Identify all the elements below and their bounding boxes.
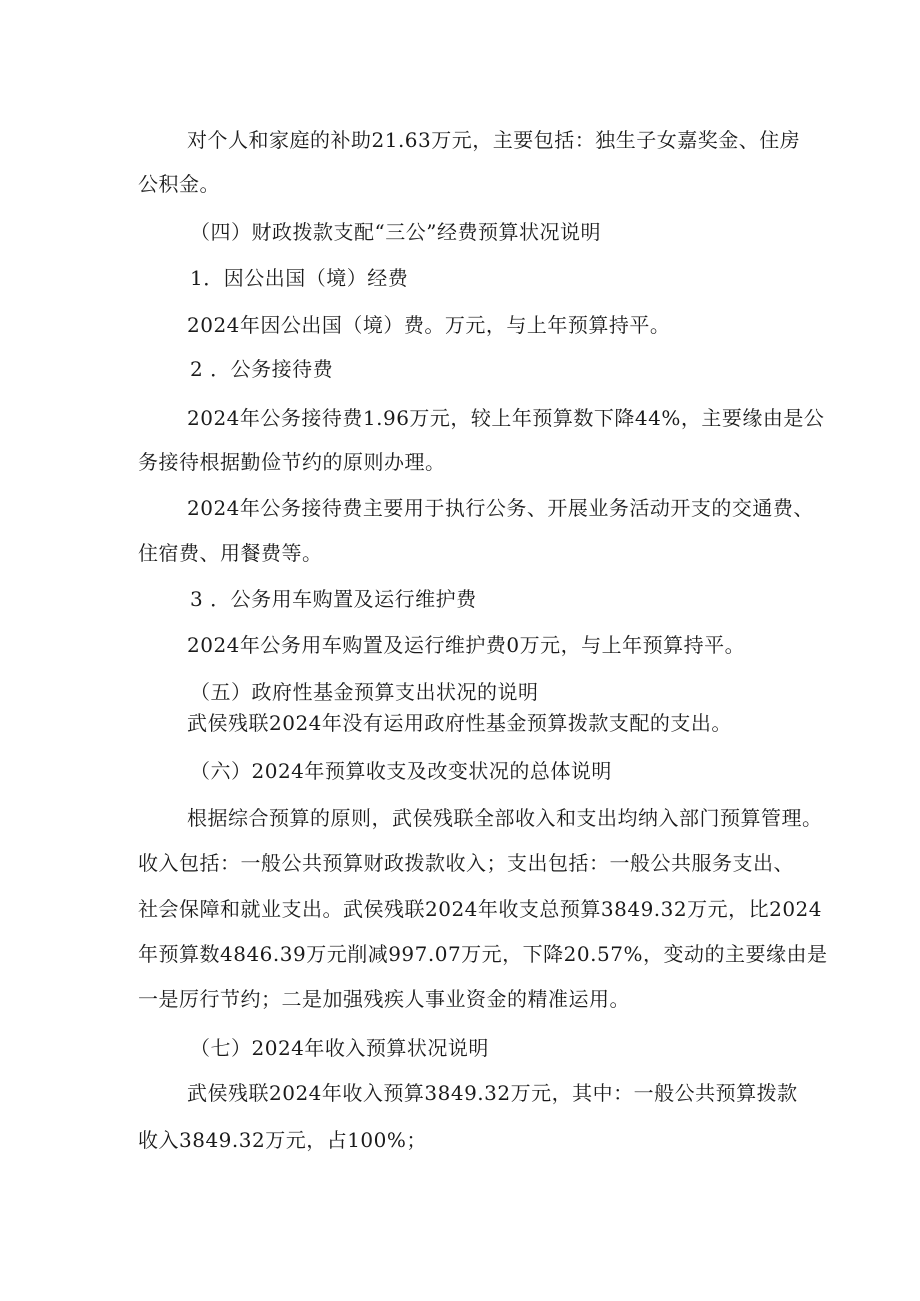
- paragraph-line: 2024年公务接待费1.96万元，较上年预算数下降44%，主要缘由是公: [187, 406, 825, 430]
- paragraph-line: 收入包括：一般公共预算财政拨款收入；支出包括：一般公共服务支出、: [138, 851, 794, 875]
- paragraph-line: 对个人和家庭的补助21.63万元，主要包括：独生子女嘉奖金、住房: [187, 128, 801, 152]
- paragraph-line: 根据综合预算的原则，武侯残联全部收入和支出均纳入部门预算管理。: [187, 806, 823, 830]
- paragraph-line: 务接待根据勤俭节约的原则办理。: [138, 450, 446, 474]
- paragraph-line: 2024年公务用车购置及运行维护费0万元，与上年预算持平。: [187, 633, 746, 657]
- paragraph-line: 社会保障和就业支出。武侯残联2024年收支总预算3849.32万元，比2024: [138, 897, 823, 921]
- paragraph-line: 住宿费、用餐费等。: [138, 541, 323, 565]
- paragraph-line: 年预算数4846.39万元削减997.07万元，下降20.57%，变动的主要缘由是: [138, 942, 828, 966]
- paragraph-line: 2024年因公出国（境）费。万元，与上年预算持平。: [187, 313, 671, 337]
- paragraph-line: 2024年公务接待费主要用于执行公务、开展业务活动开支的交通费、: [187, 496, 814, 520]
- paragraph-line: 收入3849.32万元，占100%；: [138, 1128, 427, 1152]
- section-heading: （七）2024年收入预算状况说明: [190, 1036, 489, 1060]
- section-heading: （四）财政拨款支配“三公”经费预算状况说明: [190, 220, 601, 244]
- paragraph-line: 公积金。: [138, 172, 220, 196]
- section-heading: （六）2024年预算收支及改变状况的总体说明: [190, 759, 612, 783]
- subsection-heading: 3 ．公务用车购置及运行维护费: [190, 587, 477, 611]
- subsection-heading: 2 ．公务接待费: [190, 357, 334, 381]
- section-heading: （五）政府性基金预算支出状况的说明: [190, 680, 539, 704]
- paragraph-line: 武侯残联2024年没有运用政府性基金预算拨款支配的支出。: [187, 711, 732, 735]
- paragraph-line: 武侯残联2024年收入预算3849.32万元，其中：一般公共预算拨款: [187, 1081, 798, 1105]
- paragraph-line: 一是厉行节约；二是加强残疾人事业资金的精准运用。: [138, 987, 630, 1011]
- subsection-heading: 1．因公出国（境）经费: [190, 266, 409, 290]
